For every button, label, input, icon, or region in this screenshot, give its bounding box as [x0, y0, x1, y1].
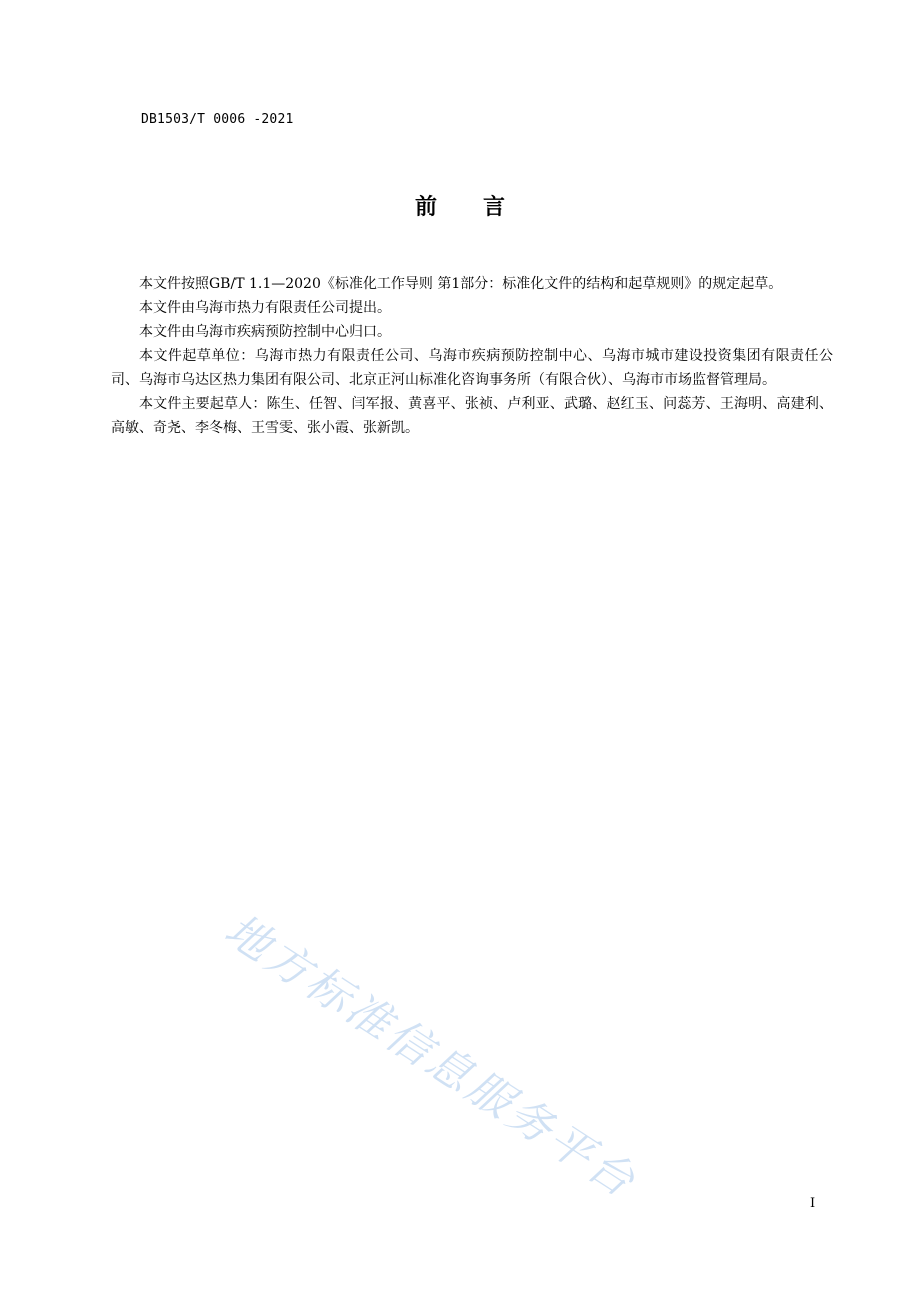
foreword-body — [111, 272, 833, 440]
paragraph-proposer: 本文件由乌海市热力有限责任公司提出。 — [139, 300, 391, 316]
watermark: 地方标准信息服务平台 — [215, 904, 646, 1209]
page-number: I — [810, 1196, 816, 1211]
paragraph-drafting-units: 本文件起草单位：乌海市热力有限责任公司、乌海市疾病预防控制中心、乌海市城市建设投资集团有限责任公司、乌海市乌达区热力集团有限公司、北京正河山标准化咨询事务所（有限合伙）、乌海市市场监督管理局。 — [111, 348, 833, 388]
document-code: DB1503/T 0006 -2021 — [141, 112, 294, 127]
paragraph-drafters: 本文件主要起草人：陈生、任智、闫军报、黄喜平、张祯、卢利亚、武璐、赵红玉、问蕊芳、王海明、高建利、高敏、奇尧、李冬梅、王雪雯、张小霞、张新凯。 — [111, 396, 833, 436]
paragraph-drafting-basis: 本文件按照GB/T 1.1—2020《标准化工作导则 第1部分：标准化文件的结构和起草规则》的规定起草。 — [139, 276, 783, 292]
paragraph-centralized-unit: 本文件由乌海市疾病预防控制中心归口。 — [139, 324, 391, 340]
page-title: 前言 — [414, 195, 551, 220]
